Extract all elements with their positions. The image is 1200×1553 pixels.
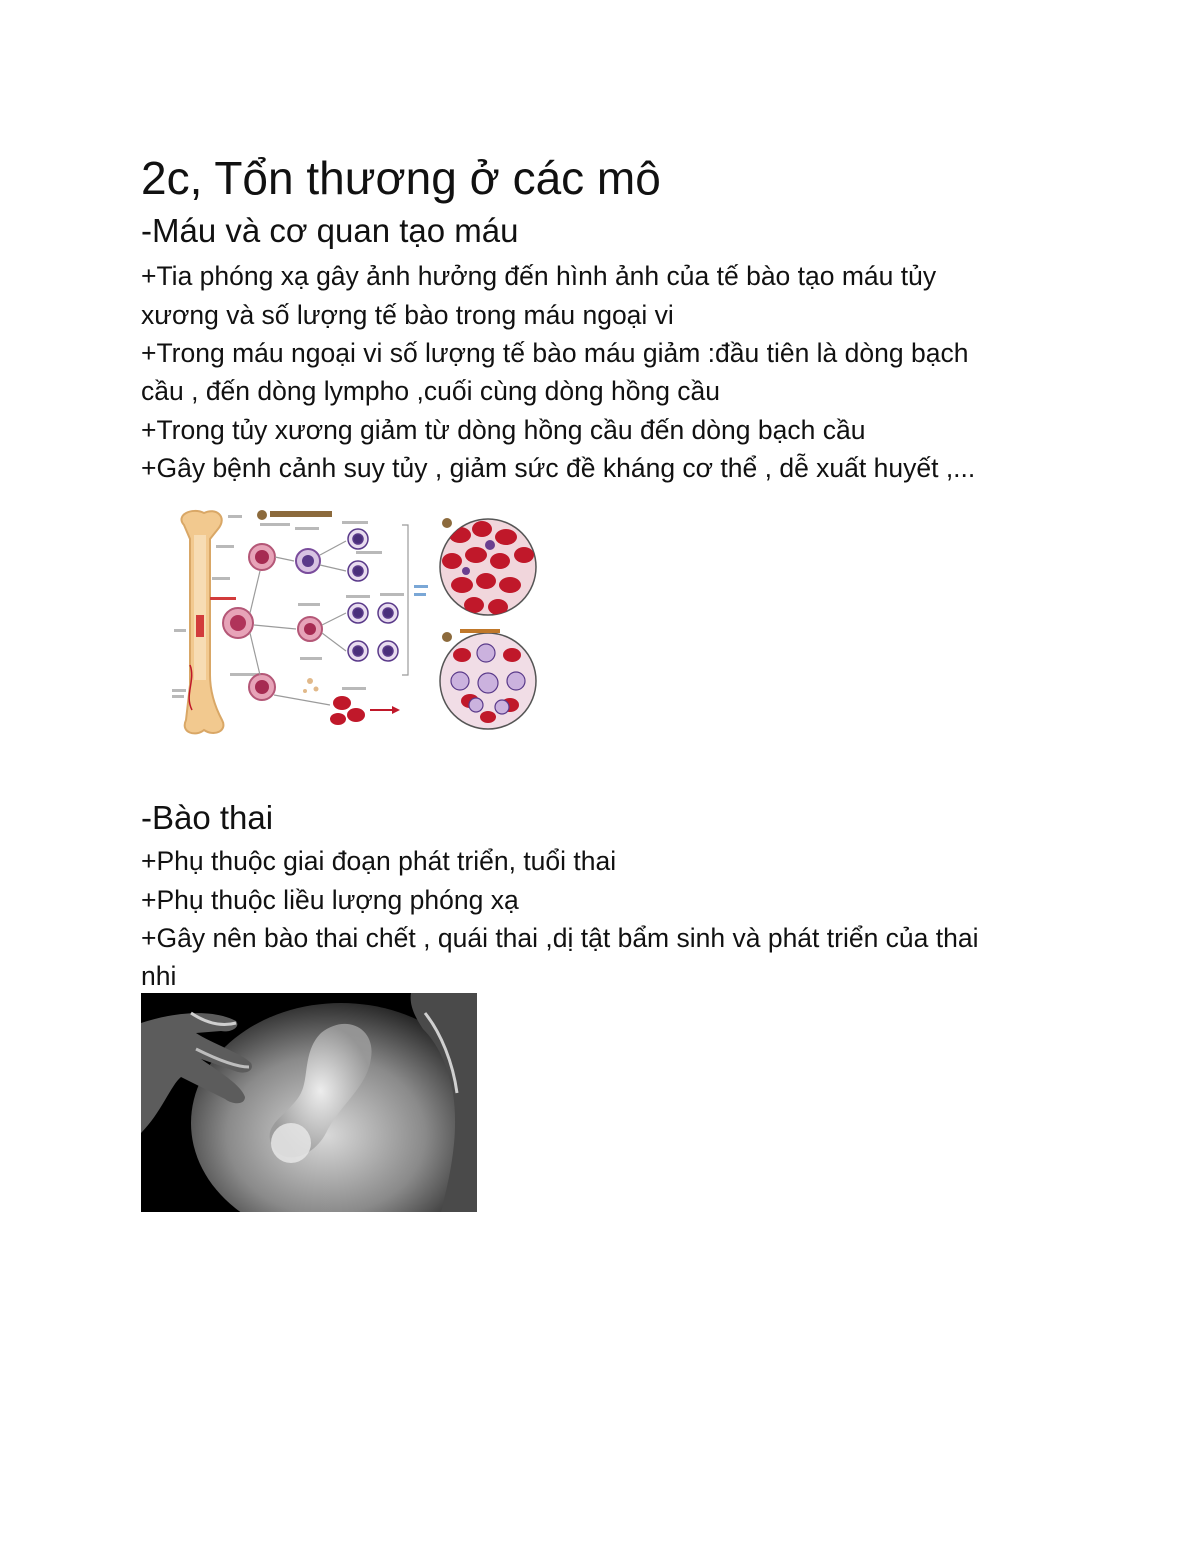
fetus-photo — [141, 993, 477, 1212]
blood-line-6: +Gây bệnh cảnh suy tủy , giảm sức đề kháng cơ thể , dễ xuất huyết ,... — [141, 453, 976, 483]
section-blood-title: -Máu và cơ quan tạo máu — [141, 212, 519, 249]
blood-line-5: +Trong tủy xương giảm từ dòng hồng cầu đến dòng bạch cầu — [141, 415, 866, 445]
blood-line-1: +Tia phóng xạ gây ảnh hưởng đến hình ảnh của tế bào tạo máu tủy — [141, 261, 937, 291]
blood-line-2: xương và số lượng tế bào trong máu ngoại vi — [141, 300, 674, 330]
fetus-line-3: +Gây nên bào thai chết , quái thai ,dị tật bẩm sinh và phát triển của thai — [141, 923, 979, 953]
fetus-line-2: +Phụ thuộc liều lượng phóng xạ — [141, 885, 519, 915]
fetus-line-4: nhi — [141, 961, 177, 991]
hematopoiesis-figure — [170, 505, 542, 737]
page-heading: 2c, Tổn thương ở các mô — [141, 152, 661, 204]
blood-line-3: +Trong máu ngoại vi số lượng tế bào máu giảm :đầu tiên là dòng bạch — [141, 338, 969, 368]
fetus-line-1: +Phụ thuộc giai đoạn phát triển, tuổi thai — [141, 846, 617, 876]
blood-line-4: cầu , đến dòng lympho ,cuối cùng dòng hồng cầu — [141, 376, 721, 406]
section-fetus-title: -Bào thai — [141, 799, 274, 836]
